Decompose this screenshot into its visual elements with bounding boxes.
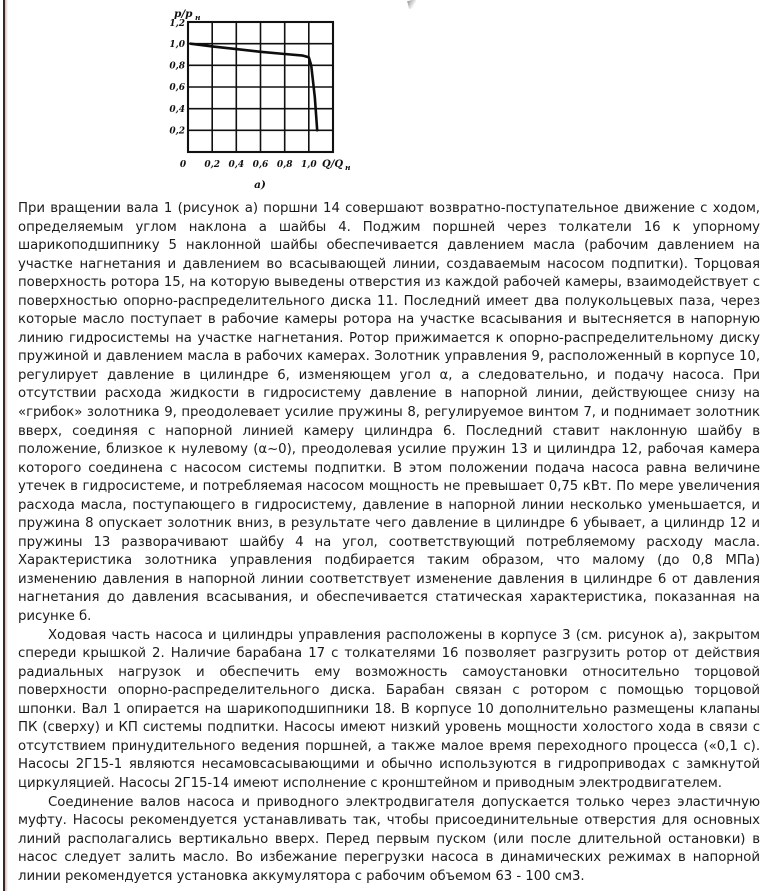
svg-text:0,8: 0,8: [169, 61, 185, 72]
document-body: [18, 200, 760, 886]
paragraph-3: Соединение валов насоса и приводного электродвигателя допускается только через эластичную муфту. Насосы рекомендуется устанавливать так, чтобы присоединительные отверстия для основных линий располагались вертикально вверх. Перед первым пуском (или после длительной остановки) в насос следует залить масло. Во избежание перегрузки насоса в динамических режимах в напорной линии рекомендуется установка аккумулятора с рабочим объемом 63 - 100 см3.: [18, 794, 760, 884]
paragraph-1: При вращении вала 1 (рисунок а) поршни 14 совершают возвратно-поступательное движение с ходом, определяемым углом наклона а шайбы 4. Поджим поршней через толкатели 16 к упорному шарикоподшипнику 5 наклонной шайбы обеспечивается давлением масла (рабочим давлением на участке нагнетания и давлением во всасывающей линии, создаваемым насосом подпитки). Торцовая поверхность ротора 15, на которую выведены отверстия из каждой рабочей камеры, взаимодействует с поверхностью опорно-распределительного диска 11. Последний имеет два полукольцевых паза, через которые масло поступает в рабочие камеры ротора на участке всасывания и вытесняется в напорную линию гидросистемы на участке нагнетания. Ротор прижимается к опорно-распределительному диску пружиной и давлением масла в рабочих камерах. Золотник управления 9, расположенный в корпусе 10, регулирует давление в цилиндре 6, изменяющем угол α, а следовательно, и подачу насоса. При отсутствии расхода жидкости в гидросистему давление в напорной линии, действующее снизу на «грибок» золотника 9, преодолевает усилие пружины 8, регулируемое винтом 7, и поднимает золотник вверх, соединяя с напорной линией камеру цилиндра 6. Последний ставит наклонную шайбу в положение, близкое к нулевому (α~0), преодолевая усилие пружин 13 и цилиндра 12, рабочая камера которого соединена с насосом системы подпитки. В этом положении подача насоса равна величине утечек в гидросистеме, и потребляемая насосом мощность не превышает 0,75 кВт. По мере увеличения расхода масла, поступающего в гидросистему, давление в напорной линии несколько уменьшается, и пружина 8 опускает золотник вниз, в результате чего давление в цилиндре 6 убывает, а цилиндр 12 и пружины 13 разворачивают шайбу 4 на угол, соответствующий потребляемому расходу масла. Характеристика золотника управления подбирается таким образом, что малому (до 0,8 МПа) изменению давления в напорной линии соответствует изменение давления в цилиндре 6 от давления нагнетания до давления всасывания, и обеспечивается статическая характеристика, показанная на рисунке б.: [18, 201, 760, 625]
pump-static-characteristic-chart: [164, 4, 354, 196]
svg-text:0,6: 0,6: [169, 83, 185, 94]
svg-text:1,2: 1,2: [169, 19, 185, 29]
svg-text:Q/Q: Q/Q: [322, 159, 344, 170]
svg-text:0,8: 0,8: [276, 160, 293, 170]
svg-text:н: н: [345, 163, 351, 172]
chart-x-axis-label: [322, 159, 351, 172]
chart-y-tick-labels: [169, 19, 185, 137]
svg-text:1,0: 1,0: [300, 160, 317, 170]
svg-text:н: н: [195, 13, 201, 22]
figure-block: [0, 0, 777, 196]
svg-text:0,4: 0,4: [228, 160, 245, 170]
svg-text:0,4: 0,4: [169, 104, 185, 115]
figure-caption-label: а): [254, 179, 266, 191]
chart-x-tick-labels: [180, 160, 317, 170]
svg-text:0,6: 0,6: [252, 160, 269, 170]
paragraph-2: Ходовая часть насоса и цилиндры управления расположены в корпусе 3 (см. рисунок а), закрытом спереди крышкой 2. Наличие барабана 17 с толкателями 16 позволяет разгрузить ротор от действия радиальных нагрузок и обеспечить ему возможность самоустановки относительно торцовой поверхности опорно-распределительного диска. Барабан связан с ротором с помощью торцовой шпонки. Вал 1 опирается на шарикоподшипники 18. В корпусе 10 дополнительно размещены клапаны ПК (сверху) и КП системы подпитки. Насосы имеют низкий уровень мощности холостого хода в связи с отсутствием принудительного ведения поршней, а также малое время переходного процесса («0,1 с). Насосы 2Г15-1 являются несамовсасывающими и обычно используются в гидроприводах с замкнутой циркуляцией. Насосы 2Г15-14 имеют исполнение с кронштейном и приводным электродвигателем.: [18, 627, 760, 791]
chart-svg: [164, 4, 354, 196]
svg-text:0,2: 0,2: [169, 126, 185, 137]
svg-text:p/p: p/p: [174, 8, 193, 20]
svg-text:1,0: 1,0: [169, 40, 185, 50]
svg-text:0: 0: [179, 160, 187, 170]
svg-text:0,2: 0,2: [204, 160, 221, 170]
